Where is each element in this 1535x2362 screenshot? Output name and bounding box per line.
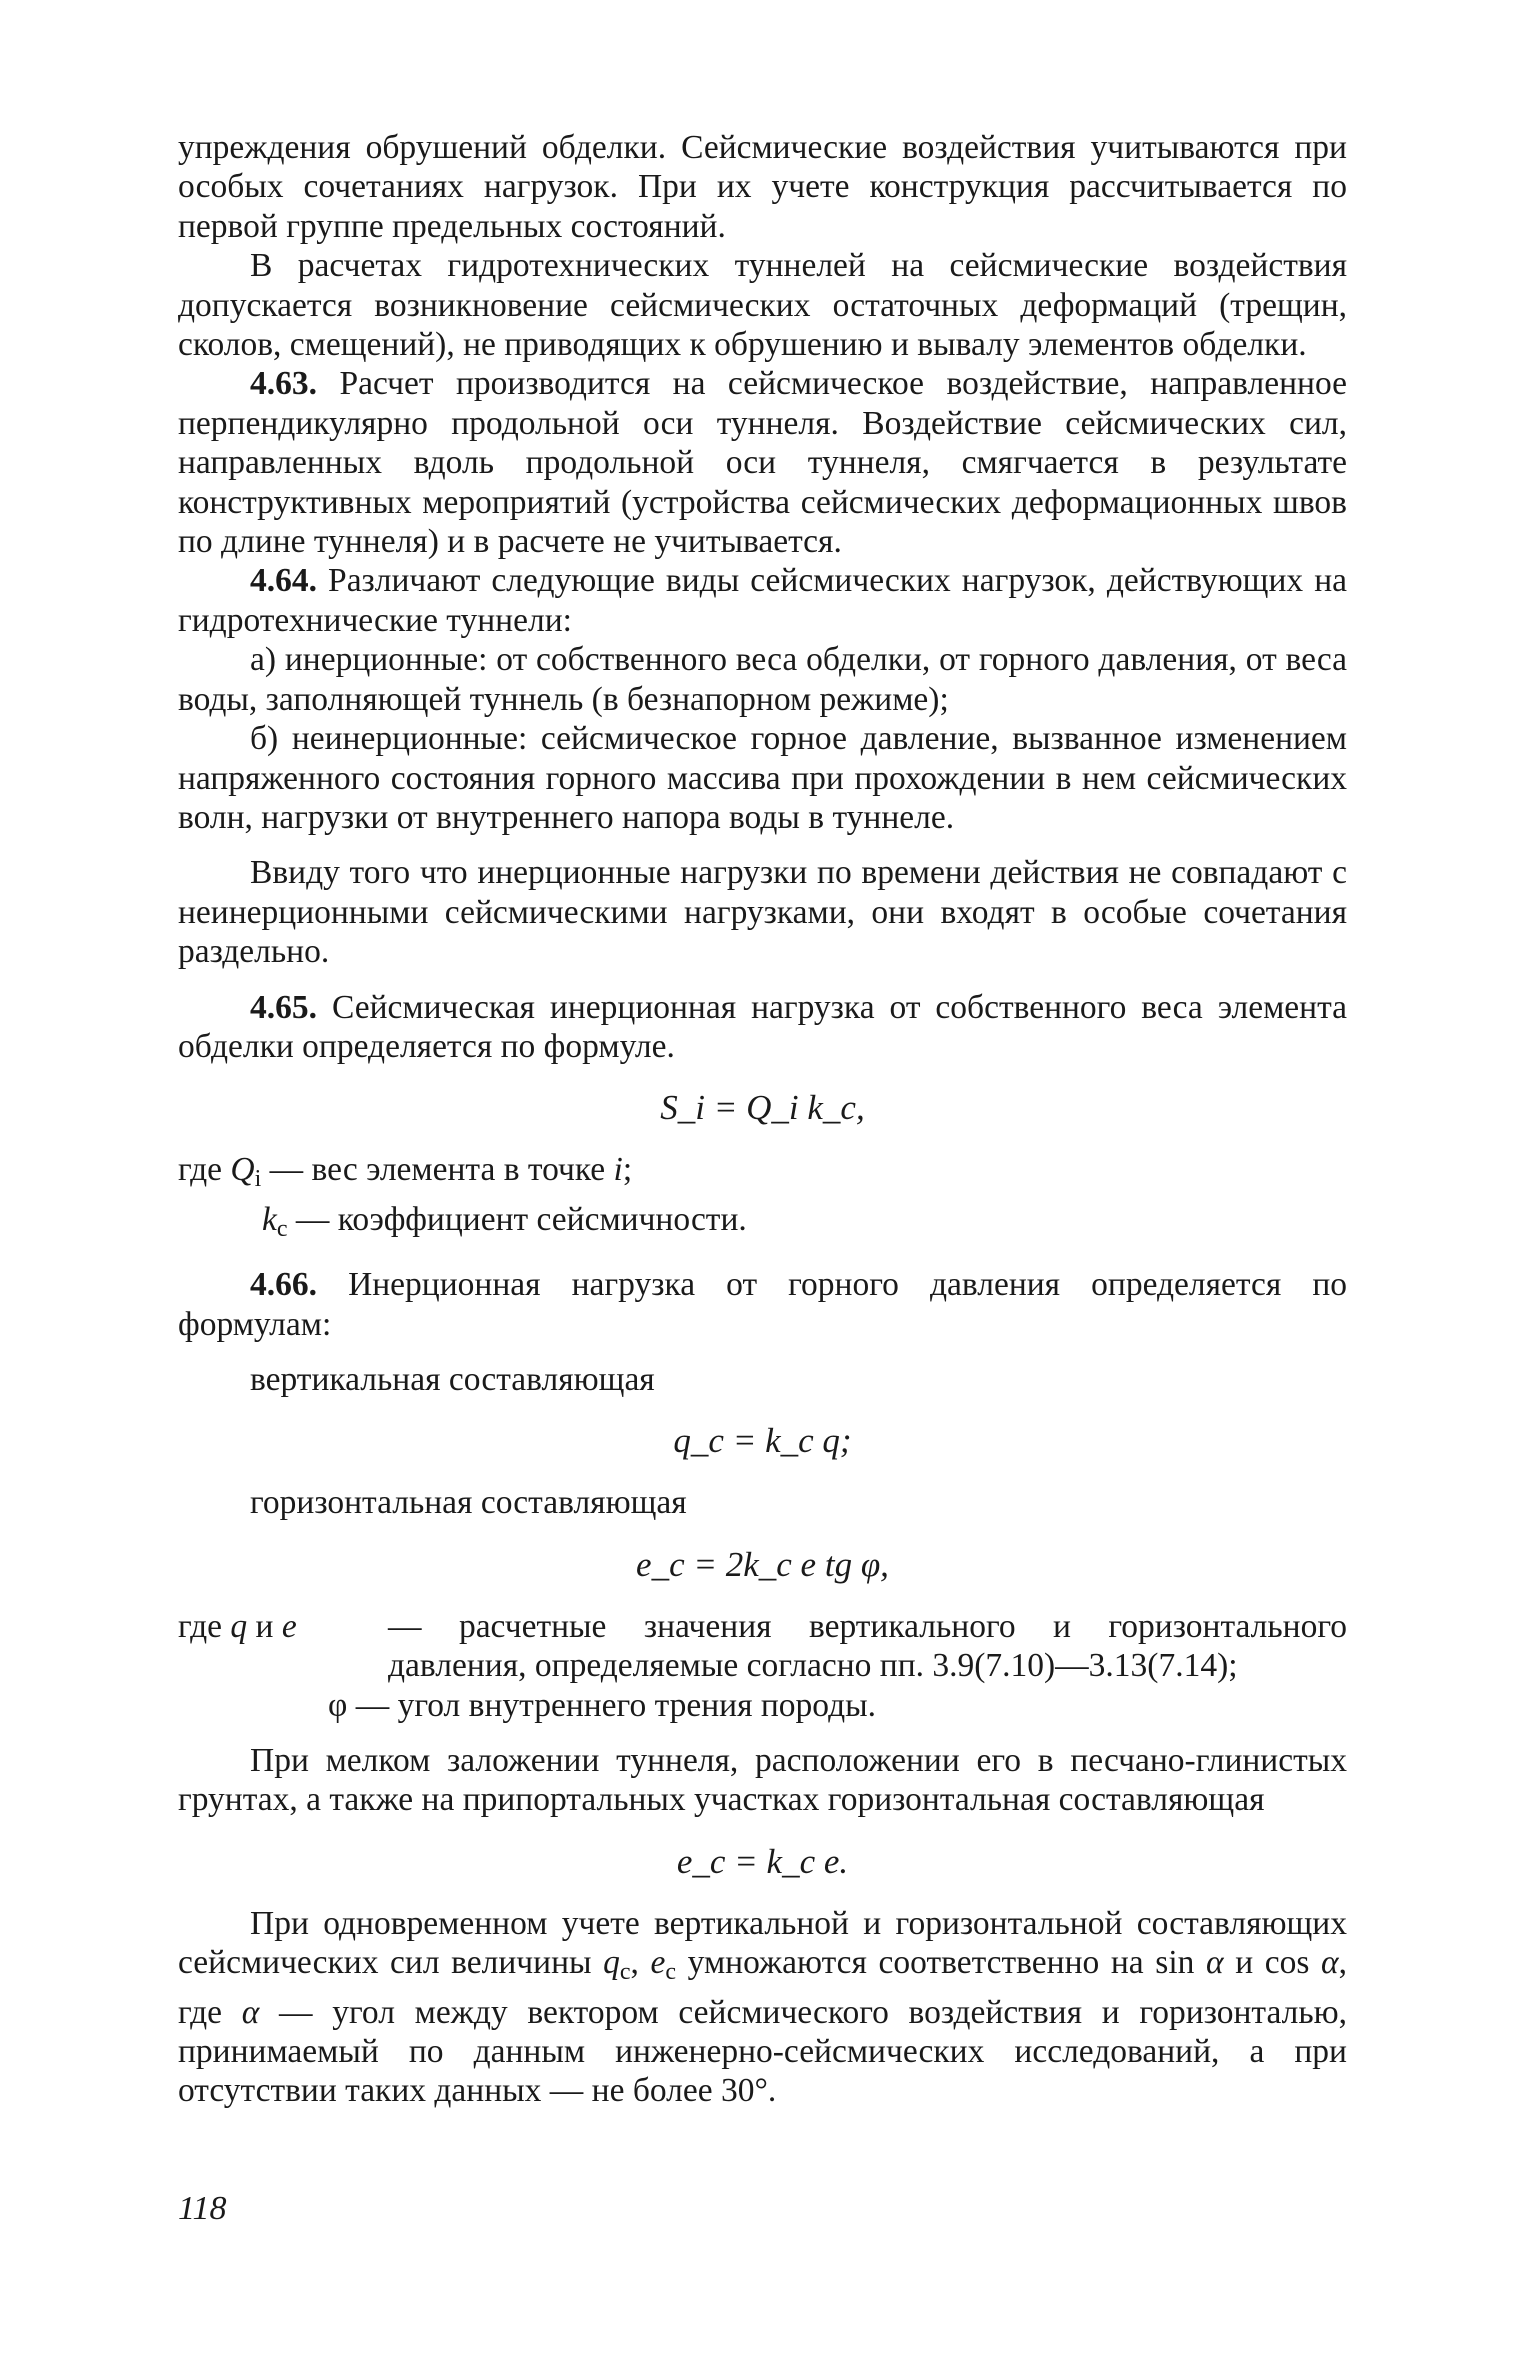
list-item-a: а) инерционные: от собственного веса обделки, от горного давления, от веса воды, заполняющей туннель (в безнапорном режиме); — [178, 641, 1347, 718]
paragraph-4-66: 4.66. Инерционная нагрузка от горного давления определяется по формулам: — [178, 1266, 1347, 1343]
clause-number: 4.65. — [250, 988, 317, 1026]
where-line-q-e: где q и e — расчетные значения вертикального и горизонтального давления, определяемые согласно пп. 3.9(7.10)—3.13(7.14); — [178, 1607, 1347, 1685]
formula-e-c: e_c = 2k_c e tg φ, — [636, 1544, 889, 1584]
clause-number: 4.63. — [250, 365, 317, 403]
paragraph-11: При одновременном учете вертикальной и горизонтальной составляющих сейсмических сил величины qc, ec умножаются соответственно на sin α и cos α, где α — угол между вектором сейсмического воздействия и горизонталью, принимаемый по данным инженерно-сейсмических исследований, а при отсутствии таких данных — не более 30°. — [178, 1904, 1348, 2110]
paragraph-10: При мелком заложении туннеля, расположении его в песчано-глинистых грунтах, а также на припортальных участках горизонтальная составляющая — [178, 1742, 1347, 1819]
where-line-q: где Qi — вес элемента в точке i; — [178, 1151, 633, 1193]
formula-s-i: S_i = Q_i k_c, — [660, 1088, 865, 1128]
where-line-phi: φ — угол внутреннего трения породы. — [328, 1686, 877, 1724]
formula-q-c: q_c = k_c q; — [673, 1421, 852, 1461]
page-number: 118 — [178, 2190, 227, 2227]
paragraph-4-63: 4.63. Расчет производится на сейсмическое воздействие, направленное перпендикулярно продольной оси туннеля. Воздействие сейсмических сил, направленных вдоль продольной оси туннеля, смягчается в результате конструктивных мероприятий (устройства сейсмических деформационных швов по длине туннеля) и в расчете не учитывается. — [178, 365, 1347, 561]
paragraph-4-64: 4.64. Различают следующие виды сейсмических нагрузок, действующих на гидротехнические туннели: — [178, 562, 1347, 639]
clause-number: 4.66. — [250, 1266, 317, 1304]
where-line-k: kc — коэффициент сейсмичности. — [262, 1200, 747, 1242]
paragraph-7: Ввиду того что инерционные нагрузки по времени действия не совпадают с неинерционными сейсмическими нагрузками, они входят в особые сочетания раздельно. — [178, 854, 1347, 971]
list-item-b: б) неинерционные: сейсмическое горное давление, вызванное изменением напряженного состояния горного массива при прохождении в нем сейсмических волн, нагрузки от внутреннего напора воды в туннеле. — [178, 720, 1347, 836]
where-block-2 — [178, 1607, 1347, 1725]
paragraph-4-65: 4.65. Сейсмическая инерционная нагрузка от собственного веса элемента обделки определяется по формуле. — [178, 988, 1347, 1065]
paragraph-2: В расчетах гидротехнических туннелей на сейсмические воздействия допускается возникновение сейсмических остаточных деформаций (трещин, сколов, смещений), не приводящих к обрушению и вывалу элементов обделки. — [178, 247, 1347, 364]
vertical-component-label: вертикальная составляющая — [250, 1360, 655, 1398]
horizontal-component-label: горизонтальная составляющая — [250, 1484, 687, 1522]
clause-number: 4.64. — [250, 562, 317, 600]
paragraph-1: упреждения обрушений обделки. Сейсмические воздействия учитываются при особых сочетаниях нагрузок. При их учете конструкция рассчитывается по первой группе предельных состояний. — [178, 129, 1347, 245]
formula-e-c-shallow: e_c = k_c e. — [676, 1841, 849, 1881]
where-block-1 — [178, 1150, 1347, 1249]
